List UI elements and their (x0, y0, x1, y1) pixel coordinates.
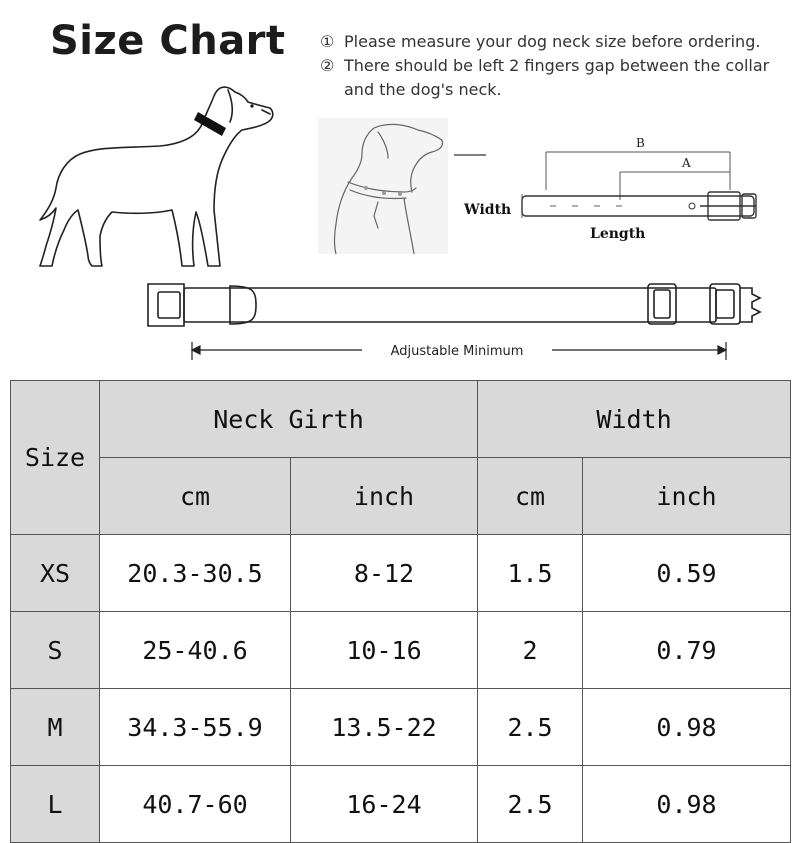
label-a: A (682, 156, 691, 170)
table-row (11, 689, 791, 766)
width-inch-header: inch (583, 458, 791, 535)
width-cm-cell: 2.5 (478, 766, 583, 843)
buckle-collar-illustration (140, 276, 770, 368)
size-header: Size (11, 381, 100, 535)
instructions (320, 30, 790, 102)
neck-cm-cell: 20.3-30.5 (100, 535, 291, 612)
width-inch-cell: 0.98 (583, 689, 791, 766)
note-2 (320, 54, 790, 102)
size-table-wrapper (10, 380, 791, 843)
width-inch-cell: 0.98 (583, 766, 791, 843)
size-cell: S (11, 612, 100, 689)
neck-inch-cell: 10-16 (291, 612, 478, 689)
table-row (11, 612, 791, 689)
width-cm-cell: 2 (478, 612, 583, 689)
size-cell: L (11, 766, 100, 843)
neck-inch-cell: 13.5-22 (291, 689, 478, 766)
table-header-row (11, 381, 791, 458)
collar-measurement-diagram (460, 130, 770, 248)
size-cell: M (11, 689, 100, 766)
label-width: Width (464, 202, 512, 218)
width-cm-cell: 1.5 (478, 535, 583, 612)
width-inch-cell: 0.79 (583, 612, 791, 689)
dog-standing-illustration (30, 70, 290, 280)
width-cm-cell: 2.5 (478, 689, 583, 766)
neck-cm-cell: 34.3-55.9 (100, 689, 291, 766)
table-row (11, 766, 791, 843)
neck-inch-cell: 16-24 (291, 766, 478, 843)
neck-inch-header: inch (291, 458, 478, 535)
width-header: Width (478, 381, 791, 458)
page-title: Size Chart (50, 18, 286, 64)
label-length: Length (590, 226, 646, 242)
note-number: ② (320, 56, 335, 75)
note-text: Please measure your dog neck size before ordering. (344, 32, 761, 51)
adjustable-minimum-label: Adjustable Minimum (390, 344, 524, 359)
neck-cm-header: cm (100, 458, 291, 535)
width-inch-cell: 0.59 (583, 535, 791, 612)
neck-inch-cell: 8-12 (291, 535, 478, 612)
table-subheader-row (11, 458, 791, 535)
note-number: ① (320, 32, 335, 51)
dog-head-collar-illustration (318, 118, 448, 254)
note-text: There should be left 2 fingers gap between the collar and the dog's neck. (344, 56, 770, 99)
neck-cm-cell: 25-40.6 (100, 612, 291, 689)
neck-girth-header: Neck Girth (100, 381, 478, 458)
neck-cm-cell: 40.7-60 (100, 766, 291, 843)
label-b: B (636, 136, 645, 150)
table-row (11, 535, 791, 612)
width-cm-header: cm (478, 458, 583, 535)
size-table (10, 380, 791, 843)
note-1 (320, 30, 790, 54)
size-cell: XS (11, 535, 100, 612)
